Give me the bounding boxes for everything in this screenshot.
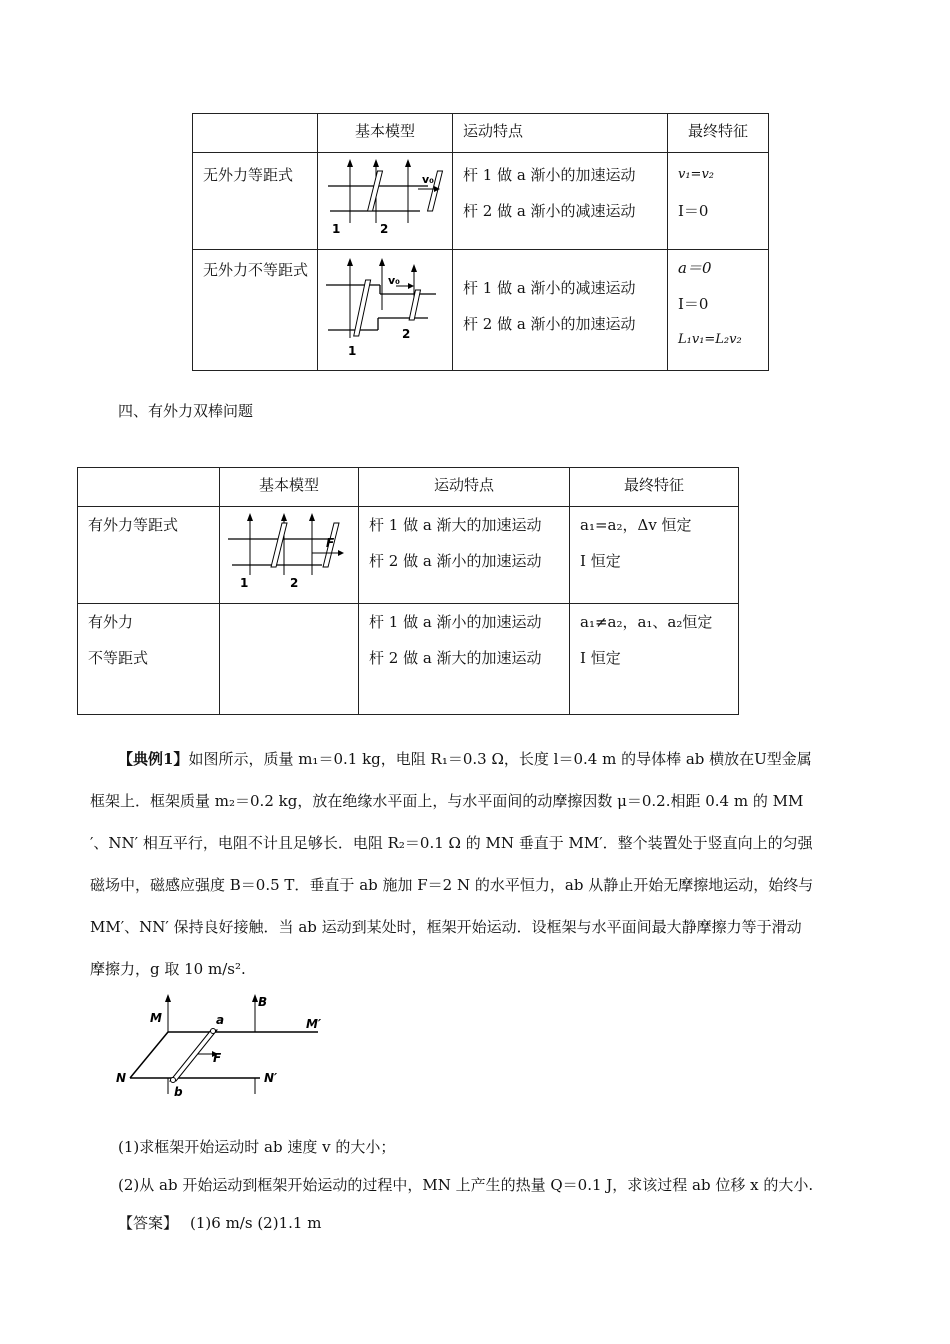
final-current: I 恒定	[580, 649, 621, 667]
header-motion: 运动特点	[453, 114, 668, 153]
model-figure	[318, 153, 453, 250]
motion-rod2: 杆 2 做 a 渐小的加速运动	[369, 552, 542, 570]
example-line: ′、NN′ 相互平行，电阻不计且足够长．电阻 R₂＝0.1 Ω 的 MN 垂直于 MM′．整个装置处于竖直向上的匀强	[90, 834, 813, 852]
fig-label-v0: v₀	[422, 173, 434, 186]
equal-spacing-rails-diagram	[318, 153, 452, 245]
label-a: a	[216, 1013, 225, 1027]
motion-rod1: 杆 1 做 a 渐小的减速运动	[463, 279, 636, 297]
label-N: N	[116, 1071, 127, 1085]
fig-label-rod2: 2	[402, 327, 411, 341]
u-frame-diagram	[110, 990, 340, 1130]
final-relation: L₁v₁=L₂v₂	[678, 332, 742, 347]
model-figure	[220, 507, 359, 604]
header-model: 基本模型	[318, 114, 453, 153]
label-b: b	[174, 1085, 183, 1099]
fig-label-rod2: 2	[380, 222, 389, 236]
fig-label-rod2: 2	[290, 576, 299, 590]
row-name: 无外力不等距式	[203, 261, 309, 279]
example-line: 如图所示，质量 m₁＝0.1 kg，电阻 R₁＝0.3 Ω，长度 l＝0.4 m 的导体棒 ab 横放在U型金属	[188, 750, 812, 768]
label-M-prime: M′	[306, 1017, 322, 1031]
table-row	[193, 153, 769, 250]
question-2: (2)从 ab 开始运动到框架开始运动的过程中，MN 上产生的热量 Q＝0.1 J，求该过程 ab 位移 x 的大小.	[118, 1176, 814, 1194]
final-velocity: v₁=v₂	[678, 167, 715, 182]
header-final: 最终特征	[570, 468, 739, 507]
motion-rod2: 杆 2 做 a 渐小的减速运动	[463, 202, 636, 220]
label-F: F	[213, 1051, 222, 1065]
question-1: (1)求框架开始运动时 ab 速度 v 的大小；	[118, 1138, 396, 1156]
table-row	[193, 250, 769, 371]
final-current: I 恒定	[580, 552, 621, 570]
example-label: 【典例1】	[118, 750, 189, 768]
header-empty	[193, 114, 318, 153]
table-header-row	[193, 114, 769, 153]
table-row	[78, 507, 739, 604]
header-model: 基本模型	[220, 468, 359, 507]
final-current: I＝0	[678, 202, 709, 220]
unequal-spacing-rails-diagram	[318, 250, 452, 366]
example-line: MM′、NN′ 保持良好接触．当 ab 运动到某处时，框架开始运动．设框架与水平面间最大静摩擦力等于滑动	[90, 918, 802, 936]
header-empty	[78, 468, 220, 507]
model-figure	[318, 250, 453, 371]
table-row	[78, 604, 739, 715]
questions	[118, 1128, 898, 1242]
row-name: 无外力等距式	[203, 166, 294, 184]
motion-rod2: 杆 2 做 a 渐小的加速运动	[463, 315, 636, 333]
fig-label-rod1: 1	[348, 344, 357, 358]
row-name: 有外力等距式	[88, 516, 179, 534]
motion-rod1: 杆 1 做 a 渐小的加速运动	[463, 166, 636, 184]
answer-label: 【答案】	[118, 1214, 179, 1232]
example-line: 磁场中，磁感应强度 B＝0.5 T．垂直于 ab 施加 F＝2 N 的水平恒力，ab 从静止开始无摩擦地运动，始终与	[90, 876, 814, 894]
final-acceleration: a₁≠a₂，a₁、a₂恒定	[580, 613, 713, 631]
example-problem	[90, 738, 870, 990]
answer: (1)6 m/s (2)1.1 m	[190, 1214, 322, 1232]
motion-rod1: 杆 1 做 a 渐小的加速运动	[369, 613, 542, 631]
label-N-prime: N′	[264, 1071, 278, 1085]
row-name-line2: 不等距式	[88, 649, 149, 667]
fig-label-rod1: 1	[332, 222, 341, 236]
table-header-row	[78, 468, 739, 507]
example-line: 摩擦力，g 取 10 m/s².	[90, 960, 246, 978]
motion-rod2: 杆 2 做 a 渐大的加速运动	[369, 649, 542, 667]
table-final-state-with-force	[77, 467, 739, 715]
final-acceleration: a₁=a₂，Δv 恒定	[580, 516, 692, 534]
header-motion: 运动特点	[359, 468, 570, 507]
header-final: 最终特征	[668, 114, 769, 153]
row-name-line1: 有外力	[88, 613, 134, 631]
label-M: M	[150, 1011, 162, 1025]
motion-rod1: 杆 1 做 a 渐大的加速运动	[369, 516, 542, 534]
label-B: B	[258, 995, 268, 1009]
example-line: 框架上．框架质量 m₂＝0.2 kg，放在绝缘水平面上，与水平面间的动摩擦因数 μ＝0.2.相距 0.4 m 的 MM	[90, 792, 804, 810]
external-force-rails-diagram	[220, 507, 358, 599]
fig-label-force: F	[326, 536, 335, 550]
section-heading: 四、有外力双棒问题	[118, 402, 254, 420]
table-final-state-no-force	[192, 113, 769, 371]
final-current: I＝0	[678, 295, 709, 313]
fig-label-rod1: 1	[240, 576, 249, 590]
fig-label-v0: v₀	[388, 274, 400, 287]
final-acceleration: a＝0	[678, 259, 712, 277]
model-figure-empty	[220, 604, 359, 715]
